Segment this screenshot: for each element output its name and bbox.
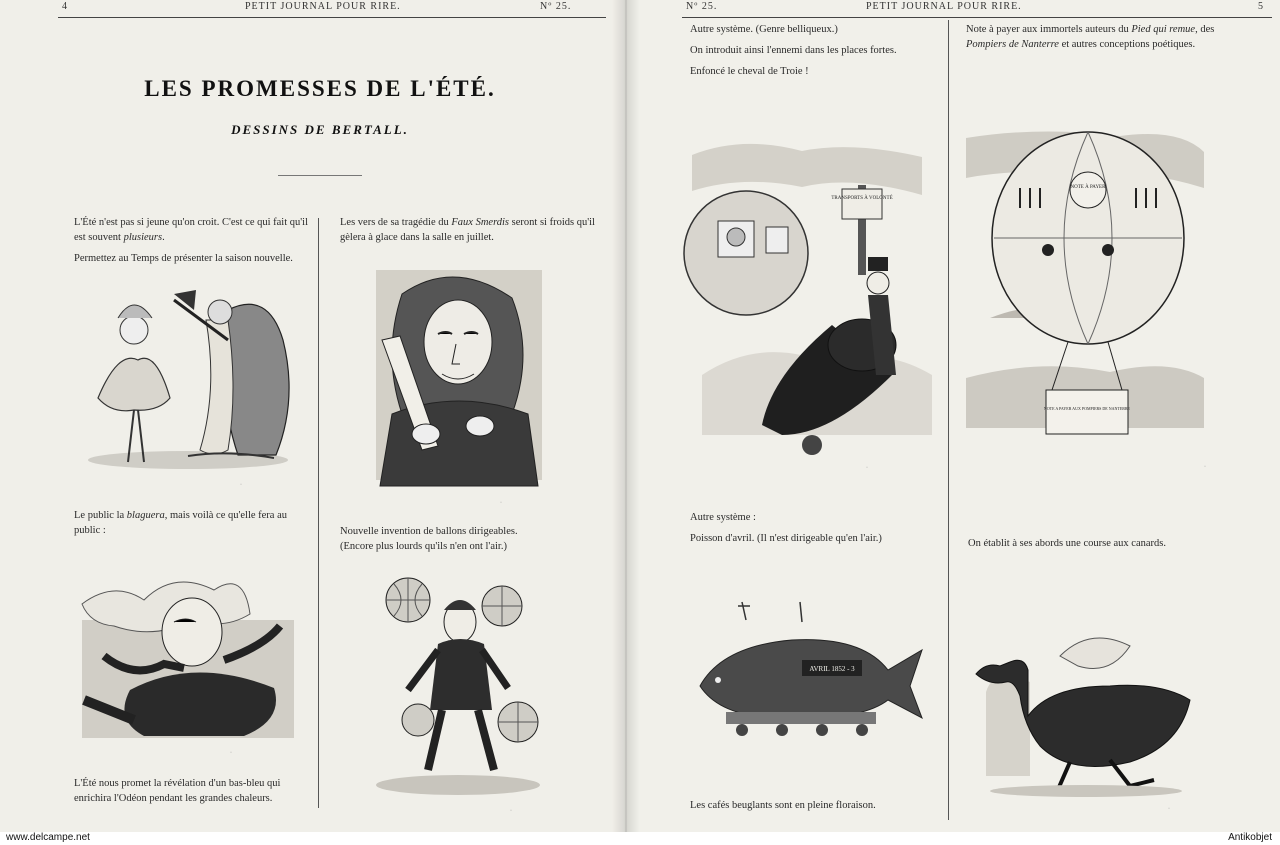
- illustration-balloon-man: [368, 570, 548, 798]
- caption-balloons: Nouvelle invention de ballons dirigeables. (Encore plus lourds qu'ils n'en ont l'air.): [340, 526, 518, 552]
- caption-duck-race: On établit à ses abords une course aux canards.: [968, 538, 1166, 549]
- right-column-rule: [948, 20, 949, 820]
- left-running-head: [0, 0, 626, 18]
- illustration-summer-and-time: [78, 280, 300, 475]
- caption-note-a-payer: Note à payer aux immortels auteurs du Pied qui remue, des Pompiers de Nanterre et autres conceptions poétiques.: [966, 24, 1215, 50]
- plate-number: ·: [230, 750, 232, 756]
- left-page-number: 4: [62, 1, 68, 12]
- right-head-rule: [682, 17, 1272, 18]
- illustration-author-bluestocking: [362, 264, 548, 490]
- footer-left-text: www.delcampe.net: [6, 832, 90, 843]
- post-sign-text: TRANSPORTS À VOLONTÉ: [831, 196, 893, 201]
- plate-number: ·: [1204, 464, 1206, 470]
- balloon-sign-text: NOTE À PAYER: [1070, 185, 1106, 190]
- book-gutter: [612, 0, 640, 832]
- caption-public: Le public la blaguera, mais voilà ce qu'elle fera au public :: [74, 510, 287, 536]
- left-page: [0, 0, 626, 832]
- article-subtitle: DESSINS DE BERTALL.: [231, 122, 409, 137]
- left-issue-number: Nº 25.: [540, 1, 572, 12]
- illustration-public-figure: [74, 560, 300, 745]
- right-page-number: 5: [1258, 1, 1264, 12]
- right-page: [626, 0, 1280, 832]
- caption-bluestocking: L'Été nous promet la révélation d'un bas-bleu qui enrichira l'Odéon pendant les grandes chaleurs.: [74, 778, 281, 804]
- plate-number: ·: [510, 808, 512, 814]
- right-journal-title: PETIT JOURNAL POUR RIRE.: [866, 1, 1022, 12]
- left-column-rule: [318, 218, 319, 808]
- illustration-april-fish: [692, 590, 924, 745]
- plate-number: ·: [500, 500, 502, 506]
- illustration-cannon-balloon: [682, 135, 940, 460]
- caption-tragedy: Les vers de sa tragédie du Faux Smerdis seront si froids qu'il gèlera à glace dans la salle en juillet.: [340, 217, 595, 243]
- caption-cafes: Les cafés beuglants sont en pleine floraison.: [690, 800, 876, 811]
- right-running-head: [626, 0, 1280, 18]
- balloon-basket-text: NOTE A PAYER AUX POMPIERS DE NANTERRE: [1043, 406, 1131, 411]
- article-title: LES PROMESSES DE L'ÉTÉ.: [144, 76, 496, 101]
- caption-april-fish: Autre système : Poisson d'avril. (Il n'est dirigeable qu'en l'air.): [690, 512, 882, 544]
- plate-number: ·: [1168, 806, 1170, 812]
- footer-right-text: Antikobjet: [1228, 832, 1272, 843]
- right-issue-number: Nº 25.: [686, 1, 718, 12]
- illustration-balloon-note: [960, 128, 1210, 443]
- left-journal-title: PETIT JOURNAL POUR RIRE.: [245, 1, 401, 12]
- plate-number: ·: [866, 465, 868, 471]
- illustration-duck: [970, 626, 1202, 802]
- caption-age: L'Été n'est pas si jeune qu'on croit. C'est ce qui fait qu'il est souvent plusieurs. Permettez au Temps de présenter la saison nouvelle.: [74, 217, 308, 264]
- plate-number: ·: [240, 482, 242, 488]
- caption-warlike: Autre système. (Genre belliqueux.) On introduit ainsi l'ennemi dans les places fortes. Enfoncé le cheval de Troie !: [690, 24, 897, 77]
- left-head-rule: [58, 17, 606, 18]
- fish-label-text: AVRIL 1852 - 3: [809, 665, 855, 673]
- watermark-bar: [0, 832, 1280, 845]
- title-divider: [278, 175, 362, 176]
